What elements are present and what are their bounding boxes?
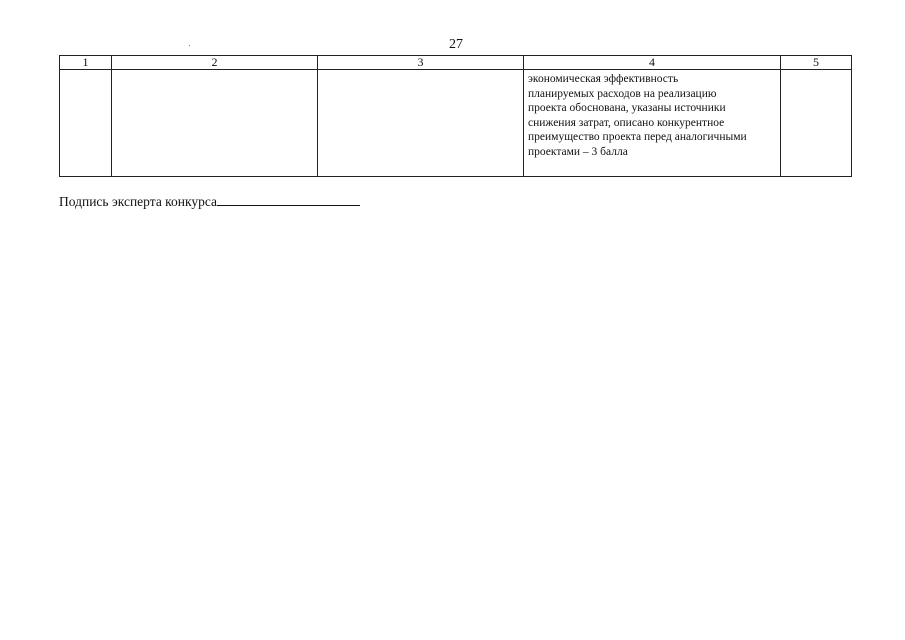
- scan-artifact: [189, 45, 190, 46]
- cell-col-1: [60, 70, 112, 177]
- cell-col-2: [112, 70, 318, 177]
- column-header-5: 5: [781, 56, 852, 70]
- cell-col-3: [318, 70, 524, 177]
- cell-criteria-description: [524, 70, 781, 177]
- criteria-line: планируемых расходов на реализацию: [528, 87, 717, 100]
- criteria-line: проектами – 3 балла: [528, 145, 628, 158]
- expert-signature: [59, 193, 360, 210]
- signature-line: [217, 193, 360, 206]
- criteria-line: снижения затрат, описано конкурентное: [528, 116, 725, 129]
- column-header-2: 2: [112, 56, 318, 70]
- criteria-table: [59, 55, 852, 177]
- column-header-1: 1: [60, 56, 112, 70]
- criteria-line: проекта обоснована, указаны источники: [528, 102, 726, 115]
- table-header-row: [60, 56, 852, 70]
- table-row: [60, 70, 852, 177]
- column-header-3: 3: [318, 56, 524, 70]
- criteria-line: экономическая эффективность: [528, 73, 679, 85]
- signature-label: Подпись эксперта конкурса: [59, 194, 218, 209]
- column-header-4: 4: [524, 56, 781, 70]
- page-number: 27: [449, 37, 463, 52]
- criteria-line: преимущество проекта перед аналогичными: [528, 131, 747, 144]
- cell-col-5: [781, 70, 852, 177]
